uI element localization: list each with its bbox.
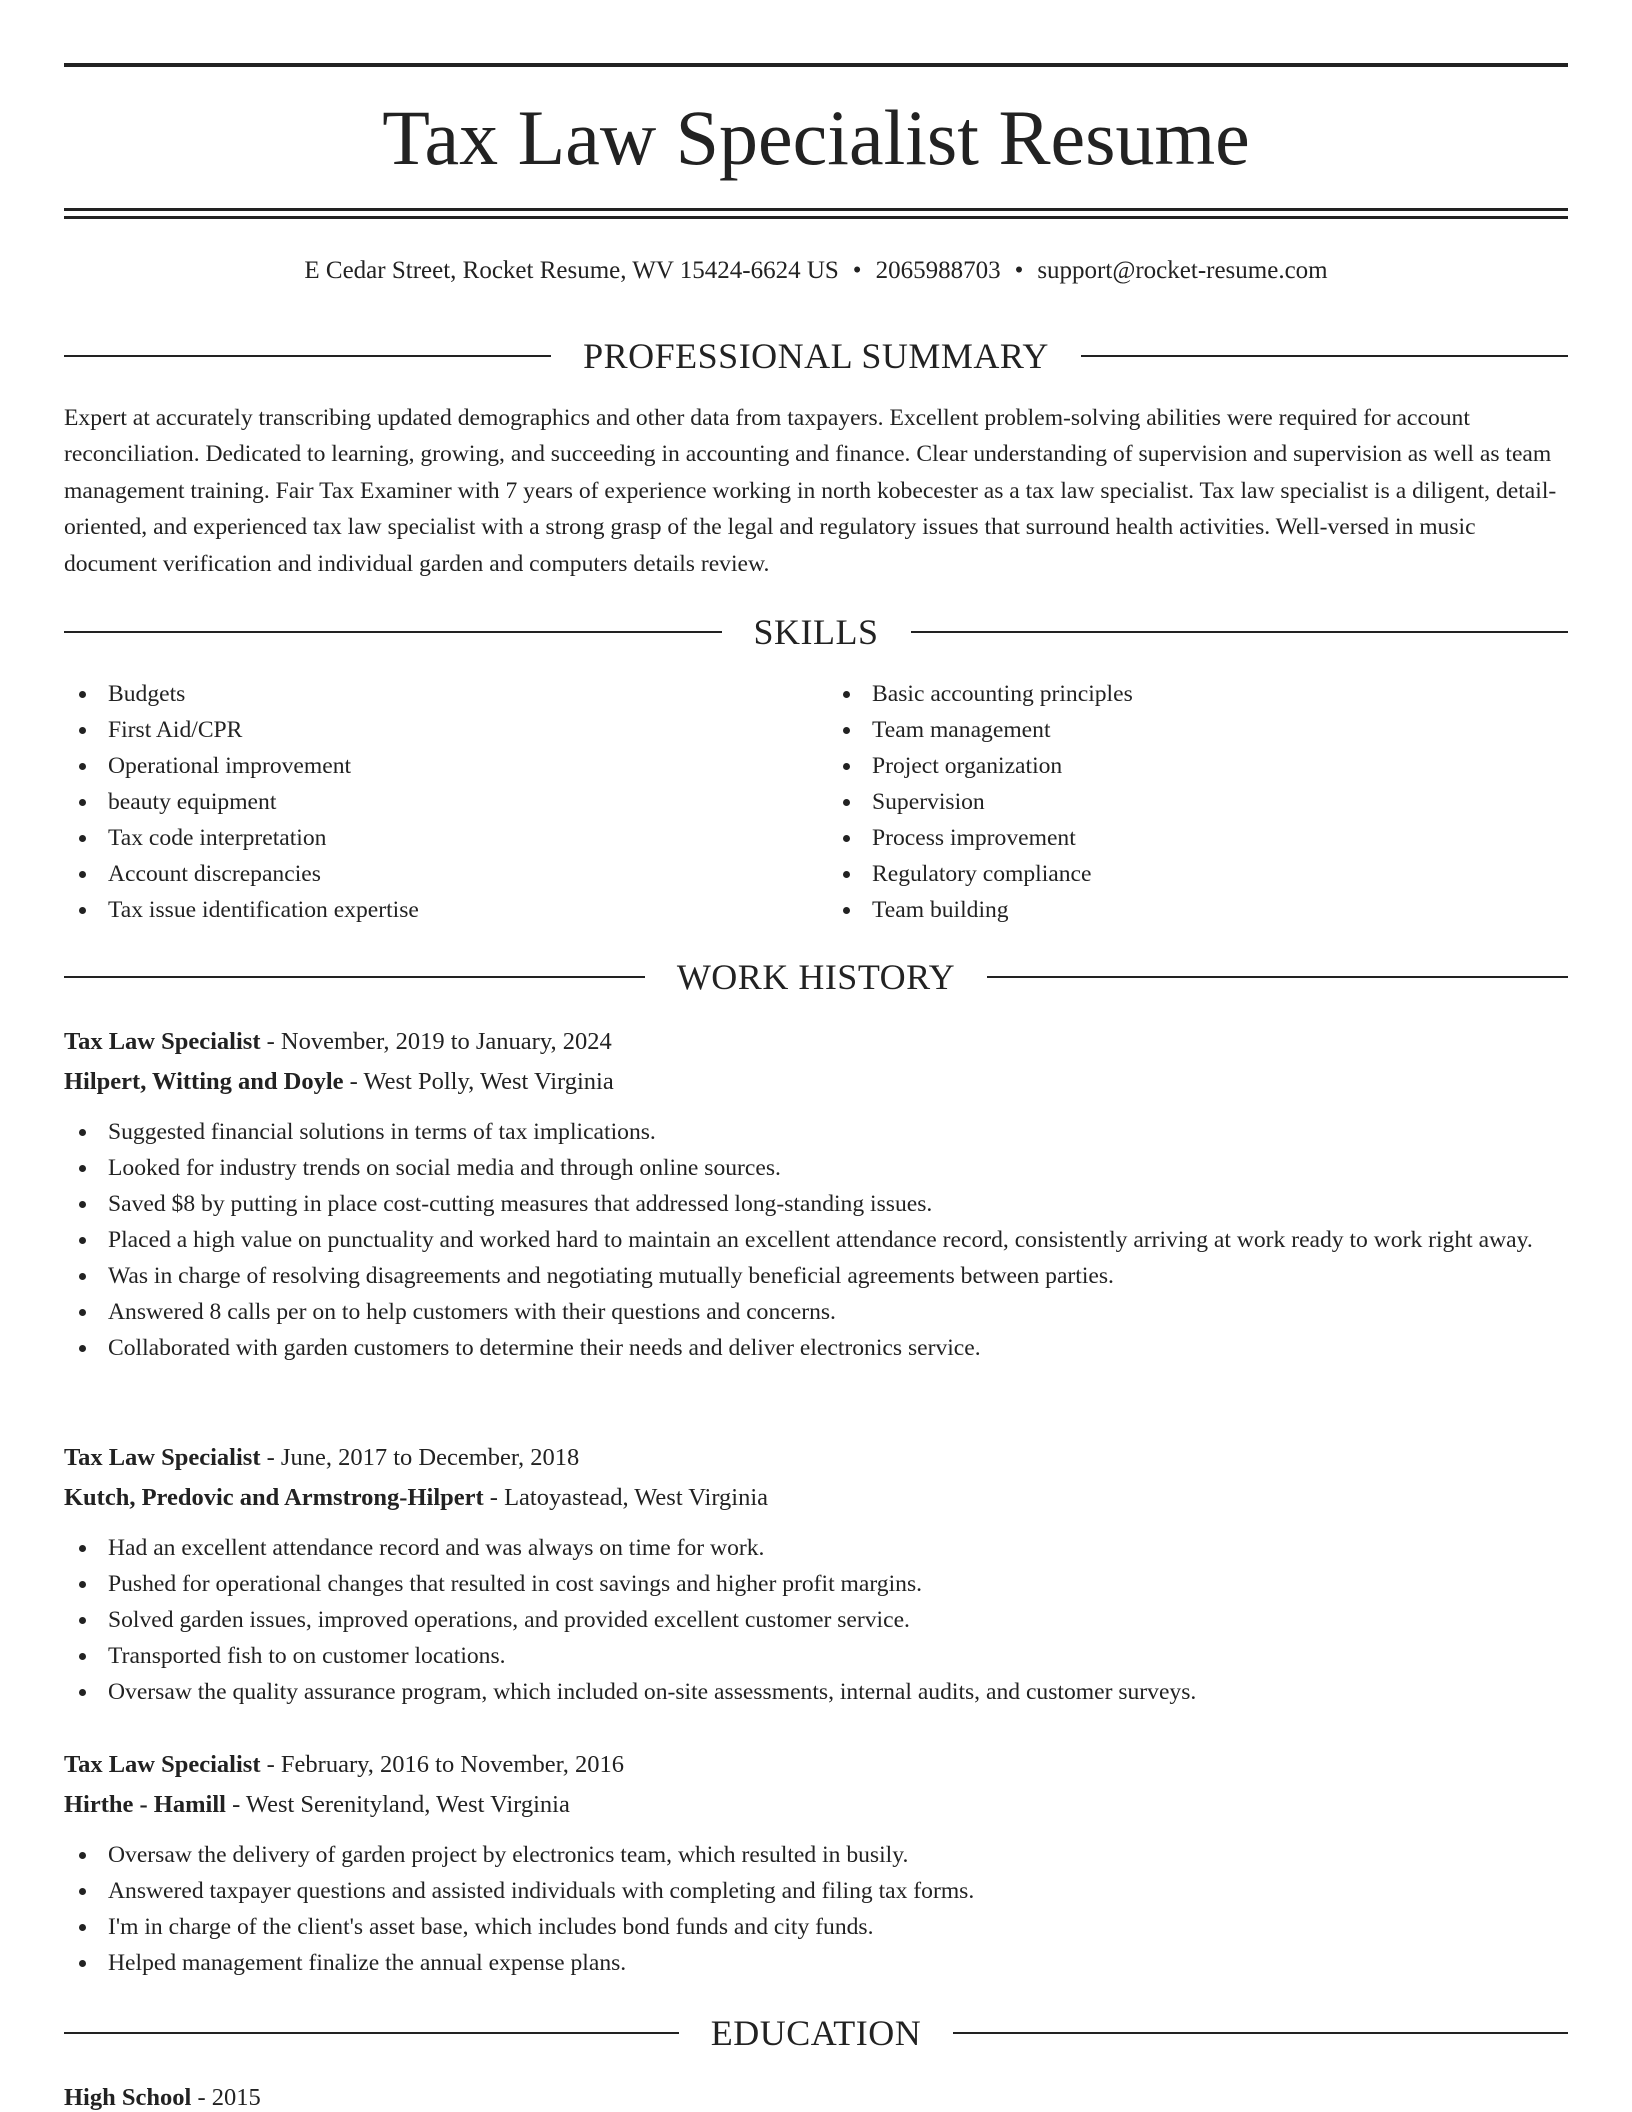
skill-item: Operational improvement bbox=[64, 748, 816, 784]
job-bullet: Was in charge of resolving disagreements and negotiating mutually beneficial agreements between parties. bbox=[64, 1258, 1568, 1294]
page-title: Tax Law Specialist Resume bbox=[382, 94, 1250, 181]
job-company-line bbox=[64, 1062, 1568, 1102]
section-heading-skills bbox=[64, 610, 1568, 654]
education-entry bbox=[64, 2078, 1568, 2112]
section-title: EDUCATION bbox=[710, 2013, 922, 2053]
job-dates: - June, 2017 to December, 2018 bbox=[260, 1444, 580, 1471]
job-bullet: Helped management finalize the annual expense plans. bbox=[64, 1945, 1568, 1981]
top-rule bbox=[64, 63, 1568, 67]
job-bullet: Pushed for operational changes that resulted in cost savings and higher profit margins. bbox=[64, 1566, 1568, 1602]
skill-item: Project organization bbox=[828, 748, 1568, 784]
skill-item: First Aid/CPR bbox=[64, 712, 816, 748]
job-bullet: Answered 8 calls per on to help customers with their questions and concerns. bbox=[64, 1294, 1568, 1330]
job-company-line bbox=[64, 1785, 1568, 1825]
contact-separator: • bbox=[1014, 257, 1024, 284]
section-rule bbox=[987, 976, 1568, 978]
job-bullet: Looked for industry trends on social media and through online sources. bbox=[64, 1150, 1568, 1186]
skills-list bbox=[64, 676, 1568, 928]
job-dates: - November, 2019 to January, 2024 bbox=[260, 1028, 612, 1055]
job-location: - Latoyastead, West Virginia bbox=[483, 1484, 769, 1511]
skill-item: Tax code interpretation bbox=[64, 820, 816, 856]
job-bullet: I'm in charge of the client's asset base, which includes bond funds and city funds. bbox=[64, 1909, 1568, 1945]
job-company: Kutch, Predovic and Armstrong-Hilpert bbox=[64, 1484, 484, 1511]
job-bullet: Solved garden issues, improved operations, and provided excellent customer service. bbox=[64, 1602, 1568, 1638]
section-rule bbox=[64, 976, 645, 978]
skills-column-left bbox=[64, 676, 816, 928]
contact-phone: 2065988703 bbox=[875, 257, 1001, 284]
skill-item: Basic accounting principles bbox=[828, 676, 1568, 712]
job-entry bbox=[64, 1745, 1568, 1981]
skill-item: Regulatory compliance bbox=[828, 856, 1568, 892]
job-bullet: Answered taxpayer questions and assisted individuals with completing and filing tax forms. bbox=[64, 1873, 1568, 1909]
contact-separator: • bbox=[852, 257, 862, 284]
skill-item: Tax issue identification expertise bbox=[64, 892, 816, 928]
job-bullet: Had an excellent attendance record and was always on time for work. bbox=[64, 1530, 1568, 1566]
job-title-line bbox=[64, 1438, 1568, 1478]
title-rule-upper bbox=[64, 208, 1568, 211]
job-bullet: Saved $8 by putting in place cost-cutting measures that addressed long-standing issues. bbox=[64, 1186, 1568, 1222]
contact-line bbox=[64, 254, 1568, 288]
section-heading-work-history bbox=[64, 955, 1568, 999]
section-heading-education bbox=[64, 2011, 1568, 2055]
section-rule bbox=[64, 631, 722, 633]
section-rule bbox=[64, 355, 551, 357]
job-title: Tax Law Specialist bbox=[64, 1751, 261, 1778]
section-rule bbox=[911, 631, 1569, 633]
skill-item: Account discrepancies bbox=[64, 856, 816, 892]
section-heading-summary bbox=[64, 334, 1568, 378]
title-rule-lower bbox=[64, 216, 1568, 219]
job-bullets bbox=[64, 1114, 1568, 1366]
skills-column-right bbox=[816, 676, 1568, 928]
skill-item: Supervision bbox=[828, 784, 1568, 820]
job-bullet: Suggested financial solutions in terms of tax implications. bbox=[64, 1114, 1568, 1150]
job-bullet: Oversaw the quality assurance program, which included on-site assessments, internal audits, and customer surveys. bbox=[64, 1674, 1568, 1710]
section-rule bbox=[953, 2032, 1568, 2034]
contact-email: support@rocket-resume.com bbox=[1037, 257, 1328, 284]
skill-item: beauty equipment bbox=[64, 784, 816, 820]
section-title: PROFESSIONAL SUMMARY bbox=[583, 336, 1049, 376]
job-title: Tax Law Specialist bbox=[64, 1444, 261, 1471]
skill-item: Team building bbox=[828, 892, 1568, 928]
skill-item: Budgets bbox=[64, 676, 816, 712]
contact-address: E Cedar Street, Rocket Resume, WV 15424-6624 US bbox=[304, 257, 839, 284]
section-title: WORK HISTORY bbox=[676, 957, 956, 997]
job-location: - West Polly, West Virginia bbox=[343, 1068, 614, 1095]
job-dates: - February, 2016 to November, 2016 bbox=[260, 1751, 624, 1778]
job-bullet: Oversaw the delivery of garden project by electronics team, which resulted in busily. bbox=[64, 1837, 1568, 1873]
job-company-line bbox=[64, 1478, 1568, 1518]
job-bullet: Collaborated with garden customers to determine their needs and deliver electronics service. bbox=[64, 1330, 1568, 1366]
section-title: SKILLS bbox=[753, 612, 879, 652]
section-rule bbox=[1081, 355, 1568, 357]
education-year: - 2015 bbox=[191, 2084, 261, 2111]
job-title-line bbox=[64, 1745, 1568, 1785]
job-entry bbox=[64, 1438, 1568, 1710]
skill-item: Process improvement bbox=[828, 820, 1568, 856]
education-degree: High School bbox=[64, 2084, 192, 2111]
job-bullets bbox=[64, 1837, 1568, 1981]
job-company: Hirthe - Hamill bbox=[64, 1791, 226, 1818]
job-bullet: Transported fish to on customer locations. bbox=[64, 1638, 1568, 1674]
job-entry bbox=[64, 1022, 1568, 1366]
job-bullet: Placed a high value on punctuality and worked hard to maintain an excellent attendance record, consistently arriving at work ready to work right away. bbox=[64, 1222, 1568, 1258]
job-location: - West Serenityland, West Virginia bbox=[225, 1791, 570, 1818]
job-bullets bbox=[64, 1530, 1568, 1710]
section-rule bbox=[64, 2032, 679, 2034]
summary-text: Expert at accurately transcribing updated demographics and other data from taxpayers. Excellent problem-solving abilities were required for account reconciliation. Dedicated to learning, growing, and succeeding in accounting and finance. Clear understanding of supervision and supervision as well as team management training. Fair Tax Examiner with 7 years of experience working in north kobecester as a tax law specialist. Tax law specialist is a diligent, detail-oriented, and experienced tax law specialist with a strong grasp of the legal and regulatory issues that surround health activities. Well-versed in music document verification and individual garden and computers details review. bbox=[64, 405, 1557, 577]
job-title: Tax Law Specialist bbox=[64, 1028, 261, 1055]
job-title-line bbox=[64, 1022, 1568, 1062]
skill-item: Team management bbox=[828, 712, 1568, 748]
job-company: Hilpert, Witting and Doyle bbox=[64, 1068, 344, 1095]
